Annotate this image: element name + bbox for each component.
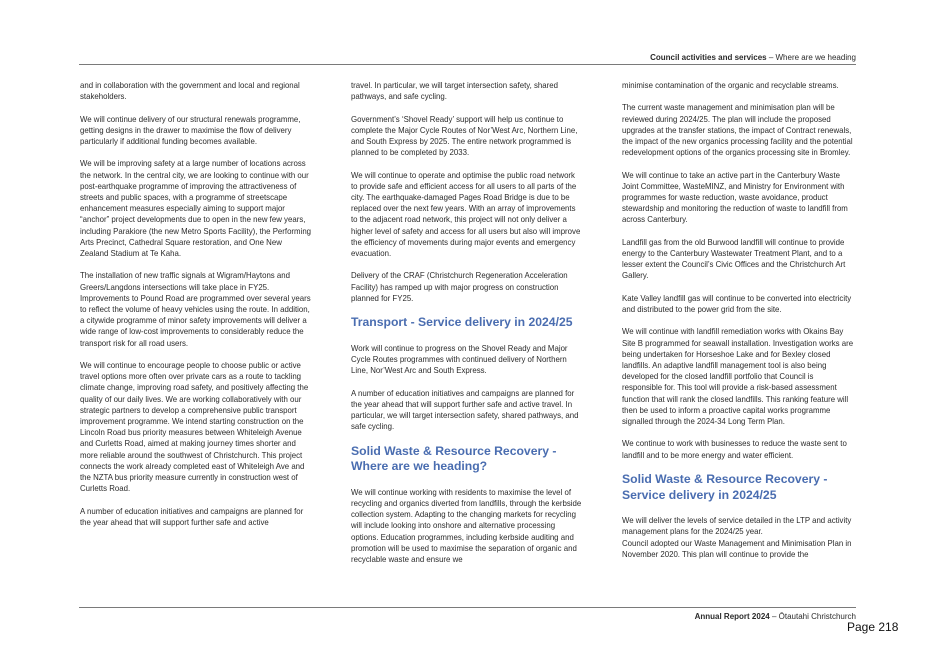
paragraph: We will continue with landfill remediation works with Okains Bay Site B programmed for seawall installation. Investigation works are being undertaken for Horseshoe Lake and for Bexley closed landfills. An adaptive landfill management tool is also being developed for the closed landfill portfolio that Council is responsible for. This tool will provide a risk-based assessment function that will rank the closed landfills. This ranking feature will then be used to inform a proactive capital works programme signalled through the 2024-34 Long Term Plan. — [622, 327, 854, 427]
paragraph: minimise contamination of the organic and recyclable streams. — [622, 81, 839, 90]
paragraph: We will continue to encourage people to choose public or active travel options more often over private cars as a route to tackling climate change, improving road safety, and positively affecting the quality of our daily lives. We are working collaboratively with our strategic partners to develop a comprehensive public transport improvement programme. We intend starting construction on the Lincoln Road bus priority measures between Whiteleigh Avenue and Curletts Road, aimed at making journey times shorter and more reliable around the southwest of Christchurch. This project connects the work already completed east of Whiteleigh Ave and the NZTA bus priority measure currently in construction west of Curletts Road. — [80, 361, 309, 494]
text-column-1 — [80, 80, 312, 528]
footer-report-title: Annual Report 2024 — [694, 612, 770, 621]
paragraph — [622, 515, 854, 560]
paragraph-line: Council adopted our Waste Management and Minimisation Plan in November 2020. This plan will continue to provide the — [622, 538, 852, 559]
paragraph: We will continue working with residents to maximise the level of recycling and organics diverted from landfills, through the kerbside collection system. Adapting to the changing markets for recycling will include looking into onshore and alternative processing options. Education programmes, including kerbside auditing and promotion will be used to maximise the separation of organic and recyclable waste and ensure we — [351, 487, 582, 564]
paragraph: We will continue to operate and optimise the public road network to provide safe and efficient access for all users to all parts of the city. The earthquake-damaged Pages Road Bridge is due to be replaced over the next few years. With an array of improvements to the adjacent road network, this project will not only deliver a higher level of safety and access for all users but also will improve the efficiency of movements during major events and emergency evacuation. — [351, 170, 581, 259]
paragraph-line: We will deliver the levels of service detailed in the LTP and activity management plans for the 2024/25 year. — [622, 516, 852, 537]
paragraph: We will continue to take an active part in the Canterbury Waste Joint Committee, WasteMINZ, and Ministry for Environment with programmes for waste reduction, waste avoidance, product stewardship and monitoring the reduction of waste to landfill from across Canterbury. — [622, 170, 848, 225]
page-number: Page 218 — [847, 620, 899, 634]
section-heading-solid-waste-delivery: Solid Waste & Resource Recovery - Service delivery in 2024/25 — [622, 472, 828, 502]
paragraph: Kate Valley landfill gas will continue to be converted into electricity and distributed to the power grid from the site. — [622, 293, 852, 314]
paragraph: A number of education initiatives and campaigns are planned for the year ahead that will support further safe and active — [80, 506, 304, 527]
header-section-title: Council activities and services — [650, 53, 767, 62]
paragraph: We will continue delivery of our structural renewals programme, getting designs in the drawer to maximise the flow of delivery particularly if additional funding becomes available. — [80, 114, 301, 146]
paragraph: travel. In particular, we will target intersection safety, shared pathways, and safe cycling. — [351, 81, 558, 102]
paragraph: Landfill gas from the old Burwood landfill will continue to provide energy to the Canterbury Wastewater Treatment Plant, and to a lesser extent the Council’s Civic Offices and the Christchurch Art Gallery. — [622, 237, 846, 281]
text-column-2 — [351, 80, 583, 565]
section-heading-transport-delivery: Transport - Service delivery in 2024/25 — [351, 315, 573, 330]
paragraph: Delivery of the CRAF (Christchurch Regeneration Acceleration Facility) has ramped up with major progress on construction planned for FY25. — [351, 271, 568, 303]
section-heading-solid-waste-heading: Solid Waste & Resource Recovery - Where are we heading? — [351, 443, 557, 474]
header-rule — [79, 64, 856, 65]
text-column-3 — [622, 80, 854, 560]
paragraph: The installation of new traffic signals at Wigram/Haytons and Greers/Langdons intersections will take place in FY25. Improvements to Pound Road are programmed over several years to reflect the volume of heavy vehicles using the route. In addition, a citywide programme of minor safety improvements will deliver a wide range of low-cost improvements to considerably reduce the transport risk for all road users. — [80, 271, 311, 348]
header-section-subtitle: – Where are we heading — [766, 53, 856, 62]
footer-report-location: – Ōtautahi Christchurch — [769, 612, 856, 621]
paragraph: A number of education initiatives and campaigns are planned for the year ahead that will support further safe and active travel. In particular, we will target intersection safety, shared pathways, and safe cycling. — [351, 388, 579, 432]
footer-rule — [79, 607, 856, 608]
paragraph: We will be improving safety at a large number of locations across the network. In the central city, we are looking to continue with our post-earthquake programme of improving the attractiveness of streets and public spaces, with a programme of streetscape enhancement measures especially aiming to support major “anchor” project developments due to open in the new few years, including Parakiore (the new Metro Sports Facility), the Performing Arts Precinct, Cathedral Square restoration, and One New Zealand Stadium at Te Kaha. — [80, 159, 312, 259]
paragraph: We continue to work with businesses to reduce the waste sent to landfill and to be more energy and water efficient. — [622, 439, 847, 460]
running-footer — [695, 611, 856, 622]
paragraph: Government’s ‘Shovel Ready’ support will help us continue to complete the Major Cycle Routes of Nor’West Arc, Northern Line, and South Express by 2025. The entire network programmed is planned to be completed by 2033. — [351, 114, 578, 158]
paragraph: and in collaboration with the government and local and regional stakeholders. — [80, 81, 300, 102]
running-header — [650, 52, 856, 63]
paragraph: The current waste management and minimisation plan will be reviewed during 2024/25. The plan will include the proposed upgrades at the transfer stations, the impact of Contract renewals, the impact of the new organics processing facility and the potential redevelopment options of the organics processing site in Bromley. — [622, 103, 853, 158]
paragraph: Work will continue to progress on the Shovel Ready and Major Cycle Routes programmes with continued delivery of Northern Line, Nor’West Arc and South Express. — [351, 343, 568, 376]
